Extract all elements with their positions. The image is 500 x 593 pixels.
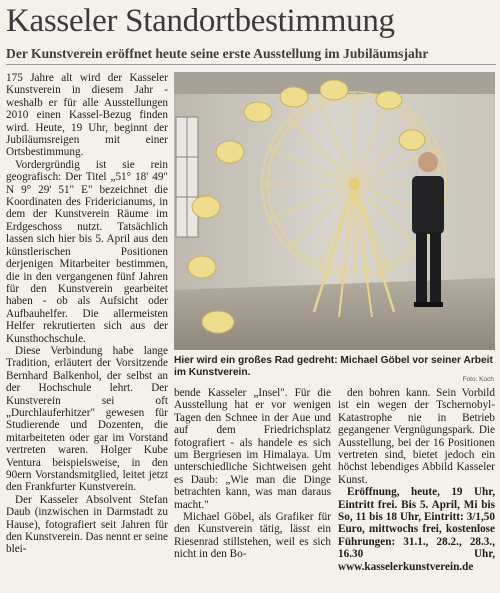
article-column-1	[6, 72, 168, 556]
subheadline: Der Kunstverein eröffnet heute seine erste Ausstellung im Jubiläumsjahr	[6, 46, 429, 61]
photo-caption: Hier wird ein großes Rad gedreht: Michael Göbel vor seiner Arbeit im Kunstverein.	[174, 355, 493, 379]
ferris-wheel-photo-illustration	[174, 72, 495, 350]
article-column-3	[338, 387, 495, 573]
article-photo	[174, 72, 495, 350]
event-info: Eröffnung, heute, 19 Uhr, Eintritt frei. Bis 5. April, Mi bis So, 11 bis 18 Uhr, Eintritt: 3/1,50 Euro, mittwochs frei, kostenlose Führungen: 31.1., 28.2., 28.3., 16.30 Uhr, www.kasselerkunstverein.de	[338, 486, 495, 573]
photo-credit: Foto: Koch	[462, 376, 494, 383]
paragraph: bende Kasseler „Insel". Für die Ausstellung hat er vor wenigen Tagen den Schnee in der Aue und auf dem Friedrichsplatz fotografiert - als handele es sich um Bergriesen im Himalaya. Um unterschiedliche Sichtweisen geht es Daub: „Wie man die Dinge betrachten kann, was man daraus macht."	[174, 387, 331, 511]
article-column-2	[174, 387, 331, 561]
paragraph: Vordergründig ist sie rein geografisch: Der Titel „51° 18' 49" N 9° 29' 51" E" bezeichnet die Koordinaten des Fridericianums, in dem der Kunstverein Räume im Erdgeschoss nutzt. Tatsächlich lassen sich hier bis 5. April aus den künstlerischen Positionen derjenigen Mitarbeiter bestimmen, die in den vergangenen fünf Jahren für den Kunstverein gearbeitet haben - ob als Aufsicht oder Aufbauhelfer. Die allermeisten Helfer rekrutierten sich aus der Kunsthochschule.	[6, 158, 168, 345]
paragraph: Der Kasseler Absolvent Stefan Daub (inzwischen in Darmstadt zu Hause), fotografiert seit Jahren für den Kunstverein. Das nennt er seine blei-	[6, 493, 168, 556]
paragraph: Michael Göbel, als Grafiker für den Kunstverein tätig, lässt ein Riesenrad stillstehen, weil es sich nicht in den Bo-	[174, 511, 331, 561]
headline: Kasseler Standortbestimmung	[6, 3, 395, 39]
paragraph: 175 Jahre alt wird der Kasseler Kunstverein in diesem Jahr - weshalb er für alle Ausstellungen 2010 einen Kassel-Bezug finden wird. Heute, 19 Uhr, beginnt der Jubiläumsreigen mit einer Ortsbestimmung.	[6, 72, 168, 159]
headline-rule	[6, 64, 496, 65]
paragraph: den bohren kann. Sein Vorbild ist ein wegen der Tschernobyl-Katastrophe nie in Betrieb gegangener Vergnügungspark. Die Ausstellung, bei der 16 Positionen vertreten sind, bietet jedoch ein höchst lebendiges Abbild Kasseler Kunst.	[338, 387, 495, 486]
paragraph: Diese Verbindung habe lange Tradition, erläutert der Vorsitzende Bernhard Balkenhol, der selbst an der Hochschule lehrt. Der Kunstverein sei oft „Durchlauferhitzer" gewesen für Studierende und Dozenten, die mitarbeiteten oder gar im Vorstand vertreten waren. Holger Kube Ventura beispielsweise, in den 90ern Vorstandsmitglied, leitet jetzt den Frankfurter Kunstverein.	[6, 344, 168, 494]
